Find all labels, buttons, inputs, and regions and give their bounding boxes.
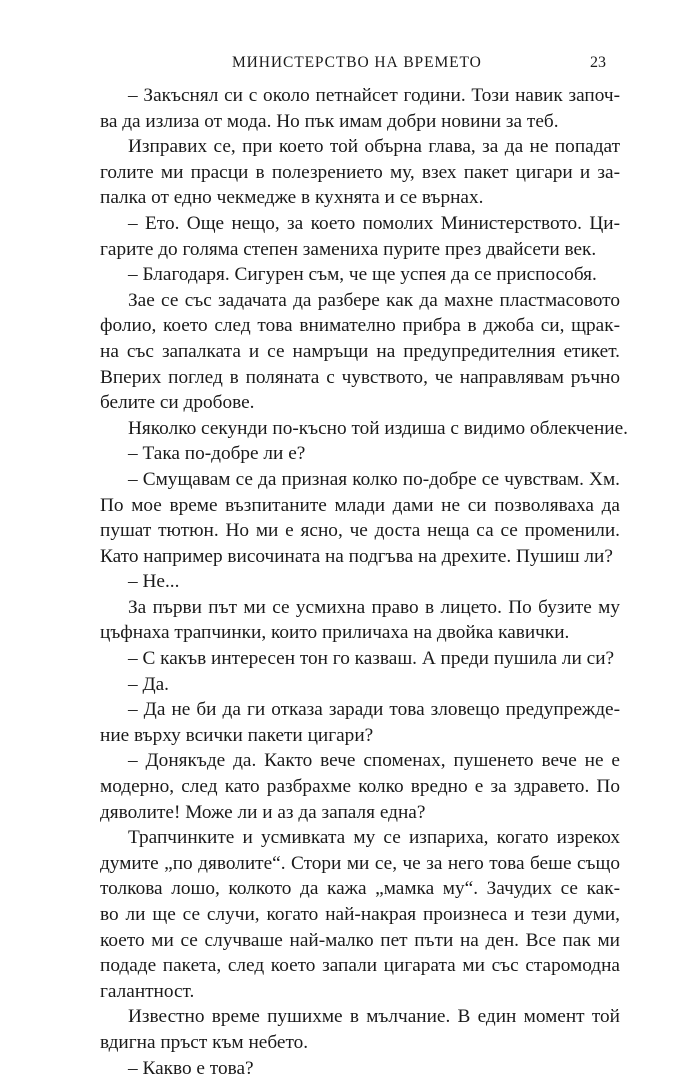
text-line: По мое време възпитаните млади дами не си позволяваха да (100, 494, 620, 516)
text-line: – Смущавам се да призная колко по-добре се чувствам. Хм. (128, 468, 620, 490)
text-line: – Закъснял си с около петнайсет години. Този навик започ- (128, 85, 620, 106)
text-line: фолио, което след това внимателно прибра в джоба си, щрак- (100, 315, 620, 337)
text-line: гарите до голяма степен замениха пурите през двайсети век. (100, 238, 597, 260)
text-line: Трапчинките и усмивката му се изпариха, когато изрекох (128, 827, 620, 849)
text-line: подаде пакета, след което запали цигарата ми със старомодна (100, 955, 620, 977)
text-line: ние върху всички пакети цигари? (100, 724, 374, 746)
text-line: Няколко секунди по-късно той издиша с видимо облекчение. (128, 417, 628, 439)
text-line: Изправих се, при което той обърна глава, за да не попадат (128, 136, 620, 158)
text-line: палка от едно чекмедже в кухнята и се върнах. (100, 187, 484, 209)
text-line: Известно време пушихме в мълчание. В един момент той (128, 1006, 620, 1028)
text-line: на със запалката и се намръщи на предупредителния етикет. (100, 340, 620, 362)
text-line: – Да. (128, 673, 169, 695)
text-line: Зае се със задачата да разбере как да махне пластмасовото (128, 289, 620, 311)
text-line: което ми се случваше най-малко пет пъти на ден. Все пак ми (100, 929, 620, 951)
text-line: Вперих поглед в поляната с чувството, че направлявам ръчно (100, 366, 620, 388)
text-line: – Какво е това? (128, 1057, 254, 1079)
text-line: – Не... (128, 571, 180, 593)
text-line: думите „по дяволите“. Стори ми се, че за него това беше също (100, 852, 620, 874)
text-line: Като например височината на подгъва на дрехите. Пушиш ли? (100, 545, 613, 567)
text-line: вдигна пръст към небето. (100, 1031, 309, 1053)
text-line: пушат тютюн. Но ми е ясно, че доста неща са се променили. (100, 520, 620, 542)
text-line: толкова лошо, колкото да кажа „мамка му“. Зачудих се как- (100, 878, 620, 900)
text-line: белите си дробове. (100, 392, 255, 414)
text-line: – Донякъде да. Както вече споменах, пушенето вече не е (128, 750, 620, 772)
text-line: во ли ще се случи, когато най-накрая произнеса и тези думи, (100, 904, 620, 925)
text-line: цъфнаха трапчинки, които приличаха на двойка кавички. (100, 622, 570, 644)
text-line: галантност. (100, 980, 195, 1002)
text-line: – Така по-добре ли е? (128, 443, 306, 465)
text-line: – С какъв интересен тон го казваш. А преди пушила ли си? (128, 648, 615, 670)
text-line: – Благодаря. Сигурен съм, че ще успея да се приспособя. (128, 264, 597, 286)
text-line: голите ми прасци в полезрението му, взех пакет цигари и за- (100, 161, 620, 183)
body-text (100, 83, 628, 1081)
page-number: 23 (590, 54, 606, 71)
text-line: ва да излиза от мода. Но пък имам добри новини за теб. (100, 110, 559, 132)
text-line: За първи път ми се усмихна право в лицето. По бузите му (128, 596, 620, 618)
text-line: дяволите! Може ли и аз да запаля една? (100, 801, 426, 823)
text-line: – Да не би да ги отказа заради това зловещо предупрежде- (128, 699, 620, 721)
text-line: модерно, след като разбрахме колко вредно е за здравето. По (100, 776, 620, 798)
text-line: – Ето. Още нещо, за което помолих Министерството. Ци- (128, 212, 620, 234)
running-head: МИНИСТЕРСТВО НА ВРЕМЕТО (232, 54, 482, 71)
